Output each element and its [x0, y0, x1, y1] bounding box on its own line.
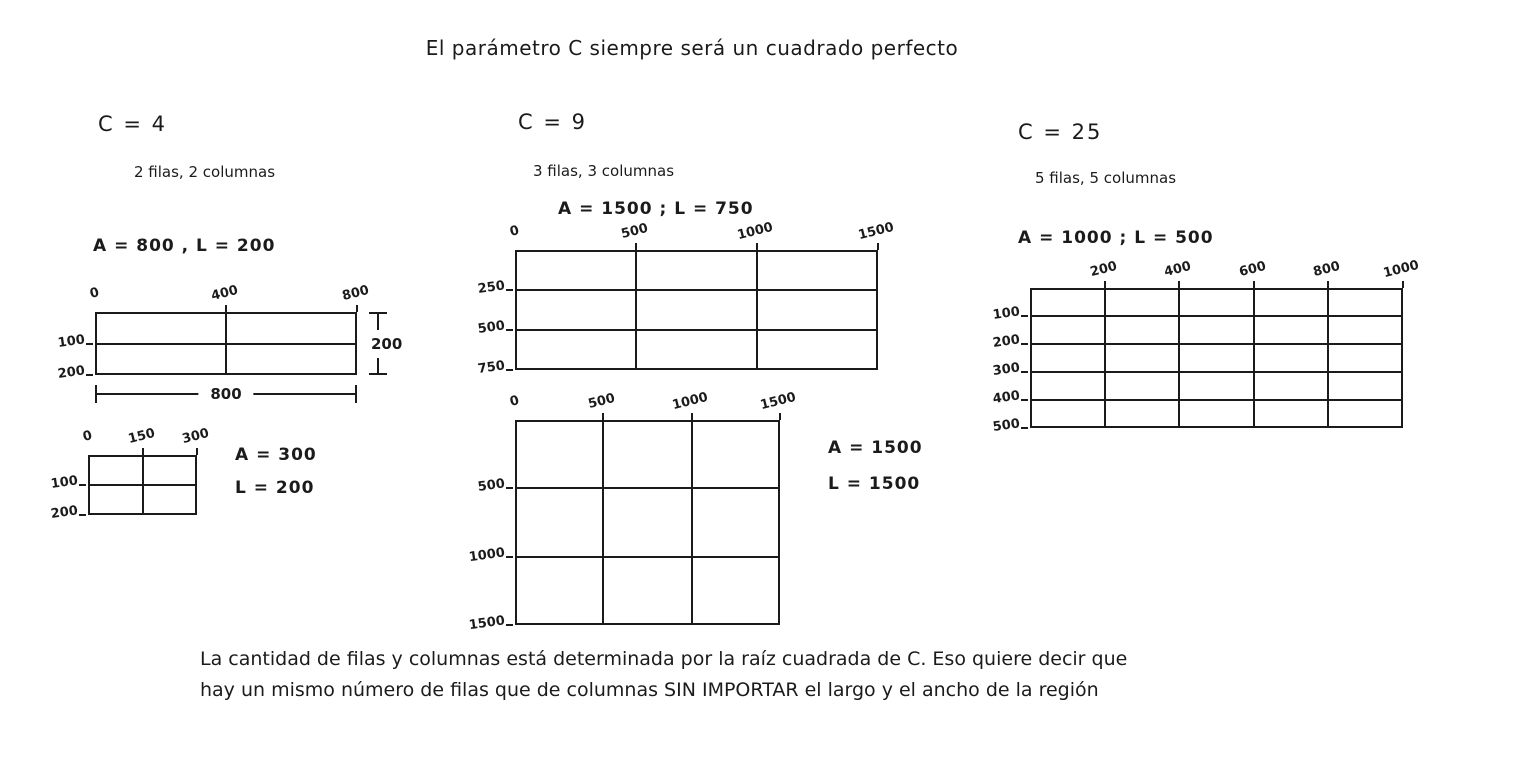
- grid-line-horizontal: [1030, 399, 1403, 401]
- x-tick-label: 0: [508, 223, 521, 240]
- x-tick-label: 150: [126, 425, 157, 448]
- x-tick-label: 500: [586, 390, 617, 413]
- height-measure-brace: [369, 312, 403, 375]
- x-tick-label: 400: [1162, 258, 1193, 281]
- grid-c4-main: [56, 282, 403, 403]
- y-tick-label: 500: [476, 476, 506, 496]
- x-tick-label: 200: [1088, 258, 1119, 281]
- grid-param-label: L = 1500: [828, 474, 921, 494]
- width-measure-brace: [95, 385, 357, 403]
- y-tick-mark: [506, 487, 513, 489]
- footer-explanation: [200, 644, 1300, 706]
- grid-c4-small: [49, 425, 317, 522]
- grid-line-horizontal: [1030, 343, 1403, 345]
- x-tick-label: 500: [619, 220, 650, 243]
- y-tick-mark: [506, 624, 513, 626]
- x-tick-mark: [756, 243, 758, 250]
- grid-line-vertical: [635, 250, 637, 370]
- y-tick-label: 200: [49, 503, 79, 522]
- y-tick-label: 500: [476, 318, 506, 337]
- grid-border: [515, 420, 780, 625]
- y-tick-mark: [1021, 427, 1028, 429]
- x-tick-label: 1500: [758, 389, 798, 414]
- y-tick-label: 200: [56, 363, 86, 382]
- grid-line-horizontal: [515, 329, 878, 331]
- y-tick-label: 300: [991, 360, 1021, 379]
- grid-c9-top: [476, 219, 896, 377]
- x-tick-label: 0: [81, 428, 94, 445]
- grid-param-label: A = 300: [235, 445, 317, 465]
- y-tick-mark: [79, 514, 86, 516]
- footer-line-2: hay un mismo número de filas que de columnas SIN IMPORTAR el largo y el ancho de la región: [200, 679, 1099, 701]
- x-tick-mark: [356, 305, 358, 312]
- grid-line-horizontal: [515, 487, 780, 489]
- grid-line-vertical: [1327, 288, 1329, 428]
- grid-line-horizontal: [95, 343, 357, 345]
- grid-line-vertical: [756, 250, 758, 370]
- x-tick-mark: [142, 448, 144, 455]
- y-tick-mark: [506, 329, 513, 331]
- x-tick-label: 1000: [735, 219, 775, 244]
- y-tick-label: 100: [49, 473, 79, 492]
- y-tick-label: 500: [991, 416, 1021, 435]
- y-tick-label: 100: [56, 331, 86, 351]
- grid-line-vertical: [602, 420, 604, 625]
- brace-end-top: [369, 312, 387, 314]
- x-tick-mark: [225, 305, 227, 312]
- section-c4-label: C = 4: [98, 112, 167, 136]
- footer-line-1: La cantidad de filas y columnas está determinada por la raíz cuadrada de C. Eso quiere decir que: [200, 648, 1128, 670]
- grid-param-label: A = 1500: [828, 438, 923, 458]
- x-tick-label: 300: [180, 425, 211, 448]
- grid-line-vertical: [1104, 288, 1106, 428]
- grid-line-horizontal: [515, 289, 878, 291]
- section-c4-rows-cols: 2 filas, 2 columnas: [134, 163, 276, 181]
- section-c9-params: A = 1500 ; L = 750: [558, 199, 754, 219]
- x-tick-label: 800: [1312, 258, 1343, 281]
- brace-end-left: [95, 385, 97, 403]
- grid-line-horizontal: [1030, 315, 1403, 317]
- y-tick-label: 250: [476, 278, 506, 297]
- y-tick-mark: [1021, 315, 1028, 317]
- width-measure-label: 800: [198, 385, 253, 403]
- grid-line-horizontal: [515, 556, 780, 558]
- section-c4-params: A = 800 , L = 200: [93, 236, 276, 256]
- x-tick-mark: [635, 243, 637, 250]
- page-title: El parámetro C siempre será un cuadrado perfecto: [425, 36, 959, 60]
- x-tick-mark: [691, 413, 693, 420]
- x-tick-mark: [196, 448, 198, 455]
- section-c25-params: A = 1000 ; L = 500: [1018, 228, 1214, 248]
- grid-line-vertical: [1253, 288, 1255, 428]
- x-tick-mark: [1253, 281, 1255, 288]
- x-tick-label: 1500: [856, 219, 896, 244]
- brace-end-right: [355, 385, 357, 403]
- x-tick-mark: [1402, 281, 1404, 288]
- y-tick-mark: [79, 484, 86, 486]
- y-tick-mark: [506, 289, 513, 291]
- x-tick-label: 0: [508, 393, 521, 410]
- y-tick-mark: [506, 369, 513, 371]
- y-tick-mark: [86, 374, 93, 376]
- grid-line-horizontal: [88, 484, 197, 486]
- x-tick-label: 400: [209, 282, 240, 305]
- y-tick-mark: [1021, 371, 1028, 373]
- y-tick-mark: [1021, 399, 1028, 401]
- x-tick-mark: [602, 413, 604, 420]
- y-tick-label: 1000: [467, 544, 506, 565]
- grid-border: [1030, 288, 1403, 428]
- section-c25-rows-cols: 5 filas, 5 columnas: [1035, 169, 1177, 187]
- x-tick-mark: [1327, 281, 1329, 288]
- y-tick-label: 400: [991, 388, 1021, 407]
- grid-line-horizontal: [1030, 371, 1403, 373]
- height-measure-label: 200: [371, 330, 402, 358]
- grid-line-vertical: [691, 420, 693, 625]
- x-tick-label: 1000: [1381, 257, 1421, 282]
- y-tick-mark: [1021, 343, 1028, 345]
- section-c25-label: C = 25: [1018, 120, 1103, 144]
- y-tick-label: 100: [991, 304, 1021, 323]
- brace-end-bottom: [369, 373, 387, 375]
- grid-line-vertical: [1178, 288, 1180, 428]
- x-tick-mark: [779, 413, 781, 420]
- y-tick-label: 200: [991, 332, 1021, 351]
- section-c9-label: C = 9: [518, 110, 587, 134]
- x-tick-label: 600: [1237, 258, 1268, 281]
- y-tick-mark: [506, 556, 513, 558]
- x-tick-mark: [1178, 281, 1180, 288]
- y-tick-mark: [86, 343, 93, 345]
- x-tick-mark: [1104, 281, 1106, 288]
- grid-param-label: L = 200: [235, 478, 315, 498]
- grid-border: [515, 250, 878, 370]
- y-tick-label: 1500: [467, 613, 506, 634]
- y-tick-label: 750: [476, 358, 506, 377]
- x-tick-label: 0: [88, 285, 101, 302]
- x-tick-label: 1000: [670, 389, 710, 414]
- grid-c25-main: [991, 257, 1421, 435]
- x-tick-mark: [877, 243, 879, 250]
- section-c9-rows-cols: 3 filas, 3 columnas: [533, 162, 675, 180]
- grid-c9-bottom: [467, 389, 923, 634]
- x-tick-label: 800: [340, 282, 371, 305]
